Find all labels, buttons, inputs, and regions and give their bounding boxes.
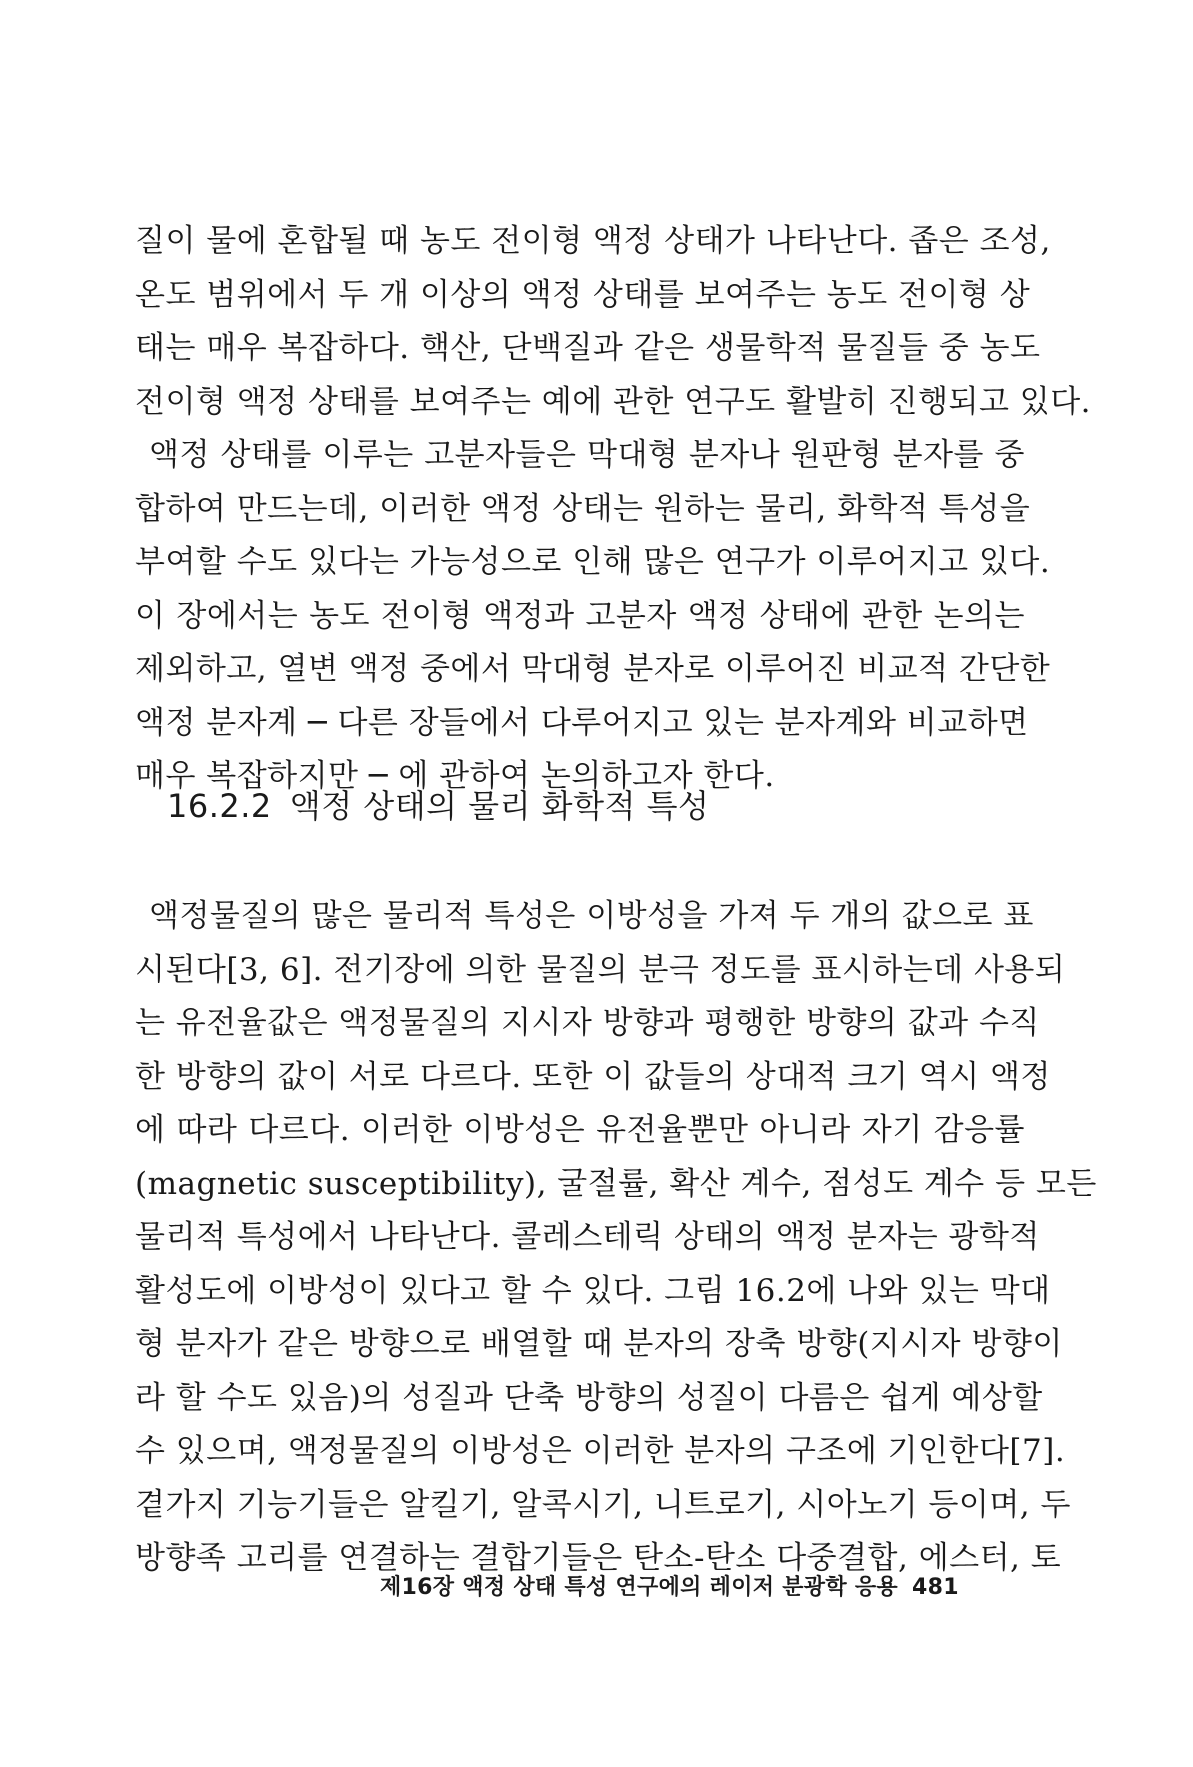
text-line: 이 장에서는 농도 전이형 액정과 고분자 액정 상태에 관한 논의는 xyxy=(135,597,1025,634)
text-line: 곁가지 기능기들은 알킬기, 알콕시기, 니트로기, 시아노기 등이며, 두 xyxy=(135,1486,1071,1523)
text-line: 시된다[3, 6]. 전기장에 의한 물질의 분극 정도를 표시하는데 사용되 xyxy=(135,951,1066,988)
text-line: 에 따라 다르다. 이러한 이방성은 유전율뿐만 아니라 자기 감응률 xyxy=(135,1112,1025,1148)
text-line: 방향족 고리를 연결하는 결합기들은 탄소-탄소 다중결합, 에스터, 토 xyxy=(135,1540,1062,1576)
body-text-top xyxy=(135,215,1092,804)
text-line: 부여할 수도 있다는 가능성으로 인해 많은 연구가 이루어지고 있다. xyxy=(135,544,1051,580)
text-line: 합하여 만드는데, 이러한 액정 상태는 원하는 물리, 화학적 특성을 xyxy=(135,490,1031,527)
text-line: 액정물질의 많은 물리적 특성은 이방성을 가져 두 개의 값으로 표 xyxy=(149,898,1034,934)
text-line: 온도 범위에서 두 개 이상의 액정 상태를 보여주는 농도 전이형 상 xyxy=(135,276,1031,313)
text-line: 한 방향의 값이 서로 다르다. 또한 이 값들의 상대적 크기 역시 액정 xyxy=(135,1058,1051,1095)
body-text-bottom xyxy=(135,890,1097,1586)
text-line: 태는 매우 복잡하다. 핵산, 단백질과 같은 생물학적 물질들 중 농도 xyxy=(135,330,1041,366)
text-line: 매우 복잡하지만 ─ 에 관하여 논의하고자 한다. xyxy=(135,758,775,794)
section-title: 액정 상태의 물리 화학적 특성 xyxy=(289,787,710,825)
text-line: 질이 물에 혼합될 때 농도 전이형 액정 상태가 나타난다. 좁은 조성, xyxy=(135,223,1051,259)
text-line: 형 분자가 같은 방향으로 배열할 때 분자의 장축 방향(지시자 방향이 xyxy=(135,1326,1063,1362)
section-heading xyxy=(167,786,709,826)
text-line: (magnetic susceptibility), 굴절률, 확산 계수, 점성도 계수 등 모든 xyxy=(135,1165,1097,1202)
text-line: 라 할 수도 있음)의 성질과 단축 방향의 성질이 다름은 쉽게 예상할 xyxy=(135,1379,1043,1416)
text-line: 활성도에 이방성이 있다고 할 수 있다. 그림 16.2에 나와 있는 막대 xyxy=(135,1272,1051,1309)
text-line: 전이형 액정 상태를 보여주는 예에 관한 연구도 활발히 진행되고 있다. xyxy=(135,383,1092,420)
text-line: 제외하고, 열변 액정 중에서 막대형 분자로 이루어진 비교적 간단한 xyxy=(135,651,1051,687)
page-number: 481 xyxy=(911,1575,959,1600)
page-footer xyxy=(380,1573,959,1603)
text-line: 액정 분자계 ─ 다른 장들에서 다루어지고 있는 분자계와 비교하면 xyxy=(135,704,1029,741)
text-line: 액정 상태를 이루는 고분자들은 막대형 분자나 원판형 분자를 중 xyxy=(149,437,1025,473)
text-line: 물리적 특성에서 나타난다. 콜레스테릭 상태의 액정 분자는 광학적 xyxy=(135,1219,1040,1255)
running-title: 제16장 액정 상태 특성 연구에의 레이저 분광학 응용 xyxy=(380,1575,898,1600)
section-number: 16.2.2 xyxy=(167,787,272,825)
text-line: 는 유전율값은 액정물질의 지시자 방향과 평행한 방향의 값과 수직 xyxy=(135,1005,1040,1041)
text-line: 수 있으며, 액정물질의 이방성은 이러한 분자의 구조에 기인한다[7]. xyxy=(135,1433,1066,1469)
